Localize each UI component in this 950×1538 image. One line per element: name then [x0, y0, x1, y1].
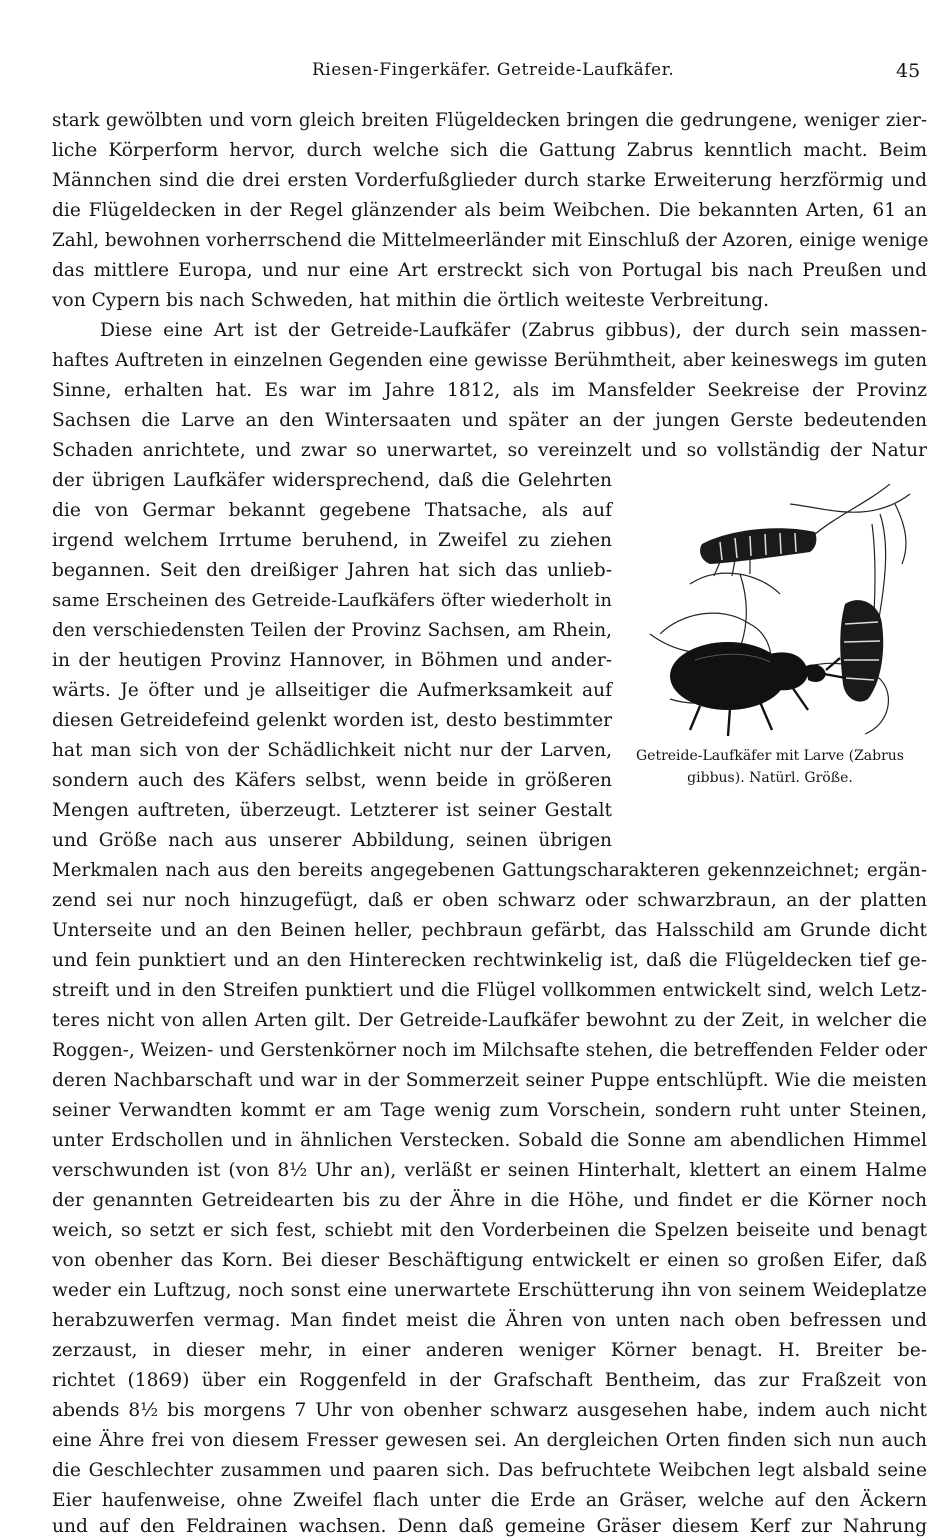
text-line: von obenher das Korn. Bei dieser Beschäftigung entwickelt er einen so großen Eifer, daß: [52, 1250, 927, 1271]
text-line: weder ein Luftzug, noch sonst eine unerwartete Erschütterung ihn von seinem Weideplatze: [52, 1280, 927, 1301]
text-line: Sachsen die Larve an den Wintersaaten und später an der jungen Gerste bedeutenden: [52, 410, 927, 431]
text-line: Merkmalen nach aus den bereits angegebenen Gattungscharakteren gekennzeichnet; ergän-: [52, 860, 927, 881]
text-line: richtet (1869) über ein Roggenfeld in der Grafschaft Bentheim, das zur Fraßzeit von: [52, 1370, 927, 1391]
figure-caption-line1: Getreide-Laufkäfer mit Larve (Zabrus: [635, 748, 904, 764]
text-line: hat man sich von der Schädlichkeit nicht nur der Larven,: [52, 740, 612, 761]
text-line: Zahl, bewohnen vorherrschend die Mittelmeerländer mit Einschluß der Azoren, einige wenige: [52, 230, 929, 251]
page-number: 45: [896, 60, 921, 82]
larva-top: [700, 528, 816, 576]
text-line: zend sei nur noch hinzugefügt, daß er oben schwarz oder schwarzbraun, an der platten: [52, 890, 927, 911]
text-line: Sinne, erhalten hat. Es war im Jahre 1812, als im Mansfelder Seekreise der Provinz: [52, 380, 927, 401]
text-line: eine Ähre frei von diesem Fresser gewesen sei. An dergleichen Orten finden sich nun auch: [52, 1430, 927, 1451]
text-line: teres nicht von allen Arten gilt. Der Getreide-Laufkäfer bewohnt zu der Zeit, in welcher die: [52, 1010, 927, 1031]
text-line: das mittlere Europa, und nur eine Art erstreckt sich von Portugal bis nach Preußen und: [52, 260, 927, 281]
grass-blade: [790, 494, 910, 512]
text-line: und auf den Feldrainen wachsen. Denn daß gemeine Gräser diesem Kerf zur Nahrung: [52, 1516, 927, 1537]
text-line: Schaden anrichtete, und zwar so unerwartet, so vereinzelt und so vollständig der Natur: [52, 440, 927, 461]
text-line: diesen Getreidefeind gelenkt worden ist, desto bestimmter: [52, 710, 612, 731]
text-line: abends 8½ bis morgens 7 Uhr von obenher schwarz ausgesehen habe, indem auch nicht: [52, 1400, 927, 1421]
text-line: same Erscheinen des Getreide-Laufkäfers öfter wiederholt in: [52, 590, 612, 611]
text-line: stark gewölbten und vorn gleich breiten Flügeldecken bringen die gedrungene, weniger zier-: [52, 110, 927, 131]
text-line: unter Erdschollen und in ähnlichen Verstecken. Sobald die Sonne am abendlichen Himmel: [52, 1130, 927, 1151]
text-line: verschwunden ist (von 8½ Uhr an), verläßt er seinen Hinterhalt, klettert an einem Halme: [52, 1160, 927, 1181]
text-line: Diese eine Art ist der Getreide-Laufkäfer (Zabrus gibbus), der durch sein massen-: [100, 320, 927, 341]
text-line: Eier haufenweise, ohne Zweifel flach unter die Erde an Gräser, welche auf den Äckern: [52, 1490, 927, 1511]
text-line: Roggen-, Weizen- und Gerstenkörner noch im Milchsafte stehen, die betreffenden Felder oder: [52, 1040, 927, 1061]
text-line: und fein punktiert und an den Hinterecken rechtwinkelig ist, daß die Flügeldecken tief ge-: [52, 950, 927, 971]
text-line: die Flügeldecken in der Regel glänzender als beim Weibchen. Die bekannten Arten, 61 an: [52, 200, 927, 221]
beetle-illustration: [640, 484, 930, 746]
beetle-engraving: [640, 484, 930, 746]
text-line: liche Körperform hervor, durch welche sich die Gattung Zabrus kenntlich macht. Beim: [52, 140, 927, 161]
text-line: Mengen auftreten, überzeugt. Letzterer ist seiner Gestalt: [52, 800, 612, 821]
text-line: in der heutigen Provinz Hannover, in Böhmen und ander-: [52, 650, 612, 671]
running-title: Riesen-Fingerkäfer. Getreide-Laufkäfer.: [312, 60, 675, 80]
text-line: Männchen sind die drei ersten Vorderfußglieder durch starke Erweiterung herzförmig und: [52, 170, 927, 191]
page-header: [0, 58, 950, 90]
text-line: haftes Auftreten in einzelnen Gegenden eine gewisse Berühmtheit, aber keineswegs im guten: [52, 350, 927, 371]
text-line: die Geschlechter zusammen und paaren sich. Das befruchtete Weibchen legt alsbald seine: [52, 1460, 927, 1481]
text-line: begannen. Seit den dreißiger Jahren hat sich das unlieb-: [52, 560, 612, 581]
root-line: [690, 573, 780, 594]
text-line: herabzuwerfen vermag. Man findet meist die Ähren von unten nach oben befressen und: [52, 1310, 927, 1331]
text-line: wärts. Je öfter und je allseitiger die Aufmerksamkeit auf: [52, 680, 612, 701]
text-line: zerzaust, in dieser mehr, in einer anderen weniger Körner benagt. H. Breiter be-: [52, 1340, 927, 1361]
text-line: den verschiedensten Teilen der Provinz Sachsen, am Rhein,: [52, 620, 612, 641]
figure-caption-line2: gibbus). Natürl. Größe.: [687, 770, 853, 786]
text-line: seiner Verwandten kommt er am Tage wenig zum Vorschein, sondern ruht unter Steinen,: [52, 1100, 927, 1121]
text-line: irgend welchem Irrtume beruhend, in Zweifel zu ziehen: [52, 530, 612, 551]
grass-blade: [895, 504, 906, 564]
text-line: von Cypern bis nach Schweden, hat mithin die örtlich weiteste Verbreitung.: [52, 290, 770, 311]
grass-stem: [878, 514, 886, 624]
text-line: deren Nachbarschaft und war in der Sommerzeit seiner Puppe entschlüpft. Wie die meisten: [52, 1070, 927, 1091]
larva-right: [840, 600, 883, 702]
text-line: streift und in den Streifen punktiert und die Flügel vollkommen entwickelt sind, welch Letz-: [52, 980, 927, 1001]
text-line: der übrigen Laufkäfer widersprechend, daß die Gelehrten: [52, 470, 612, 491]
text-line: die von Germar bekannt gegebene Thatsache, als auf: [52, 500, 612, 521]
text-line: der genannten Getreidearten bis zu der Ähre in die Höhe, und findet er die Körner noch: [52, 1190, 927, 1211]
text-line: und Größe nach aus unserer Abbildung, seinen übrigen: [52, 830, 612, 851]
adult-beetle: [670, 642, 846, 736]
text-line: weich, so setzt er sich fest, schiebt mit den Vorderbeinen die Spelzen beiseite und benagt: [52, 1220, 927, 1241]
text-line: sondern auch des Käfers selbst, wenn beide in größeren: [52, 770, 612, 791]
text-line: Unterseite und an den Beinen heller, pechbraun gefärbt, das Halsschild am Grunde dicht: [52, 920, 927, 941]
